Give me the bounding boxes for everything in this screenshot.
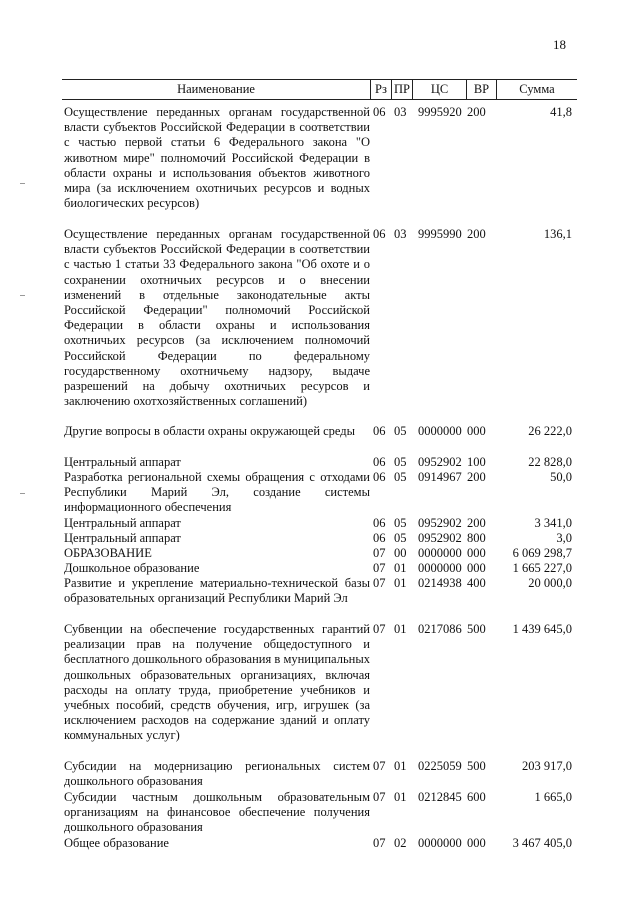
row-rz: 06 <box>373 227 386 241</box>
row-name: Центральный аппарат <box>64 455 181 469</box>
row-rz: 07 <box>373 759 386 773</box>
row-name: Осуществление переданных органам государственной власти субъектов Российской Федерации в соответствии с частью первой статьи 6 Федерального закона "О животном мире" полномочий Российской Федерации в области охраны и использования объектов животного мира (за исключением охотничьих ресурсов и водных биологических ресурсов) <box>64 105 370 211</box>
row-name: Дошкольное образование <box>64 561 200 575</box>
row-sum: 3 341,0 <box>534 516 572 530</box>
row-name: Осуществление переданных органам государственной власти субъектов Российской Федерации в соответствии с частью 1 статьи 33 Федерального закона "Об охоте и о сохранении охотничьих ресурсов и о внесении изменений в отдельные законодательные акты Российской Федерации" полномочий Российской Федерации в области охраны и использования охотничьих ресурсов (за исключением полномочий Российской Федерации по федеральному государственному охотничьему надзору, выдаче разрешений на добычу охотничьих ресурсов и заключению охотхозяйственных соглашений) <box>64 227 370 409</box>
row-vr: 200 <box>467 105 486 119</box>
row-vr: 200 <box>467 470 486 484</box>
row-rz: 06 <box>373 105 386 119</box>
row-cs: 0952902 <box>418 516 462 530</box>
row-cs: 0952902 <box>418 455 462 469</box>
row-pr: 00 <box>394 546 407 560</box>
table-row <box>0 622 640 759</box>
row-name: Субвенции на обеспечение государственных гарантий реализации прав на получение общедоступного и бесплатного дошкольного образования в муниципальных дошкольных образовательных организациях, включая расходы на оплату труда, приобретение учебников и учебных пособий, средств обучения, игр, игрушек (за исключением расходов на содержание зданий и оплату коммунальных услуг) <box>64 622 370 743</box>
table-row <box>0 227 640 424</box>
row-vr: 100 <box>467 455 486 469</box>
row-rz: 06 <box>373 424 386 438</box>
header-top-rule <box>62 79 577 80</box>
row-vr: 500 <box>467 622 486 636</box>
row-cs: 0212845 <box>418 790 462 804</box>
row-vr: 600 <box>467 790 486 804</box>
table-row <box>0 531 640 546</box>
row-vr: 000 <box>467 546 486 560</box>
row-rz: 06 <box>373 516 386 530</box>
table-row <box>0 836 640 851</box>
header-bottom-rule <box>62 99 577 100</box>
row-vr: 000 <box>467 561 486 575</box>
row-name: Субсидии частным дошкольным образовательным организациям на финансовое обеспечение получения дошкольного образования <box>64 790 370 835</box>
row-cs: 0000000 <box>418 561 462 575</box>
header-name: Наименование <box>177 82 255 96</box>
row-pr: 03 <box>394 227 407 241</box>
row-cs: 9995920 <box>418 105 462 119</box>
table-row <box>0 470 640 516</box>
row-pr: 05 <box>394 455 407 469</box>
row-sum: 203 917,0 <box>522 759 572 773</box>
margin-mark <box>20 183 25 184</box>
row-pr: 01 <box>394 576 407 590</box>
row-pr: 01 <box>394 561 407 575</box>
row-sum: 50,0 <box>550 470 572 484</box>
table-row <box>0 455 640 470</box>
row-pr: 05 <box>394 470 407 484</box>
header-rz: Рз <box>375 82 387 96</box>
table-row <box>0 546 640 561</box>
row-cs: 0000000 <box>418 836 462 850</box>
row-sum: 1 665,0 <box>534 790 572 804</box>
table-row <box>0 516 640 531</box>
row-pr: 03 <box>394 105 407 119</box>
row-cs: 0914967 <box>418 470 462 484</box>
row-rz: 07 <box>373 576 386 590</box>
row-rz: 06 <box>373 531 386 545</box>
row-vr: 000 <box>467 836 486 850</box>
row-vr: 800 <box>467 531 486 545</box>
row-sum: 26 222,0 <box>528 424 572 438</box>
row-sum: 22 828,0 <box>528 455 572 469</box>
table-row <box>0 105 640 227</box>
header-vr: ВР <box>473 82 490 96</box>
row-sum: 6 069 298,7 <box>512 546 572 560</box>
row-pr: 05 <box>394 424 407 438</box>
row-name: Другие вопросы в области охраны окружающей среды <box>64 424 356 438</box>
row-rz: 07 <box>373 622 386 636</box>
table-row <box>0 759 640 790</box>
row-rz: 06 <box>373 455 386 469</box>
row-rz: 06 <box>373 470 386 484</box>
row-vr: 200 <box>467 227 486 241</box>
row-name: Развитие и укрепление материально-технической базы образовательных организаций Республики Марий Эл <box>64 576 370 606</box>
row-sum: 3 467 405,0 <box>512 836 572 850</box>
row-cs: 0952902 <box>418 531 462 545</box>
row-vr: 000 <box>467 424 486 438</box>
header-cs: ЦС <box>430 82 449 96</box>
row-cs: 0000000 <box>418 424 462 438</box>
row-sum: 1 439 645,0 <box>512 622 572 636</box>
page-number: 18 <box>553 37 566 52</box>
table-row <box>0 561 640 576</box>
row-vr: 400 <box>467 576 486 590</box>
row-name: Центральный аппарат <box>64 516 181 530</box>
row-pr: 05 <box>394 516 407 530</box>
row-name: ОБРАЗОВАНИЕ <box>64 546 152 560</box>
margin-mark <box>20 295 25 296</box>
budget-table-body <box>0 105 640 851</box>
row-sum: 20 000,0 <box>528 576 572 590</box>
row-rz: 07 <box>373 790 386 804</box>
row-vr: 500 <box>467 759 486 773</box>
row-rz: 07 <box>373 546 386 560</box>
header-pr: ПР <box>394 82 410 96</box>
row-cs: 0225059 <box>418 759 462 773</box>
row-pr: 02 <box>394 836 407 850</box>
row-sum: 136,1 <box>543 227 572 241</box>
row-vr: 200 <box>467 516 486 530</box>
row-name: Центральный аппарат <box>64 531 181 545</box>
table-row <box>0 790 640 836</box>
header-sum: Сумма <box>519 82 555 96</box>
row-name: Разработка региональной схемы обращения с отходами Республики Марий Эл, создание системы информационного обеспечения <box>64 470 370 515</box>
row-rz: 07 <box>373 836 386 850</box>
row-rz: 07 <box>373 561 386 575</box>
row-sum: 41,8 <box>550 105 572 119</box>
margin-mark <box>20 493 25 494</box>
row-cs: 0217086 <box>418 622 462 636</box>
row-pr: 01 <box>394 759 407 773</box>
table-row <box>0 576 640 622</box>
row-cs: 0000000 <box>418 546 462 560</box>
row-cs: 9995990 <box>418 227 462 241</box>
table-row <box>0 424 640 455</box>
row-pr: 05 <box>394 531 407 545</box>
row-cs: 0214938 <box>418 576 462 590</box>
row-pr: 01 <box>394 790 407 804</box>
row-name: Субсидии на модернизацию региональных систем дошкольного образования <box>64 759 370 789</box>
row-pr: 01 <box>394 622 407 636</box>
row-sum: 1 665 227,0 <box>512 561 572 575</box>
row-sum: 3,0 <box>556 531 572 545</box>
row-name: Общее образование <box>64 836 169 850</box>
